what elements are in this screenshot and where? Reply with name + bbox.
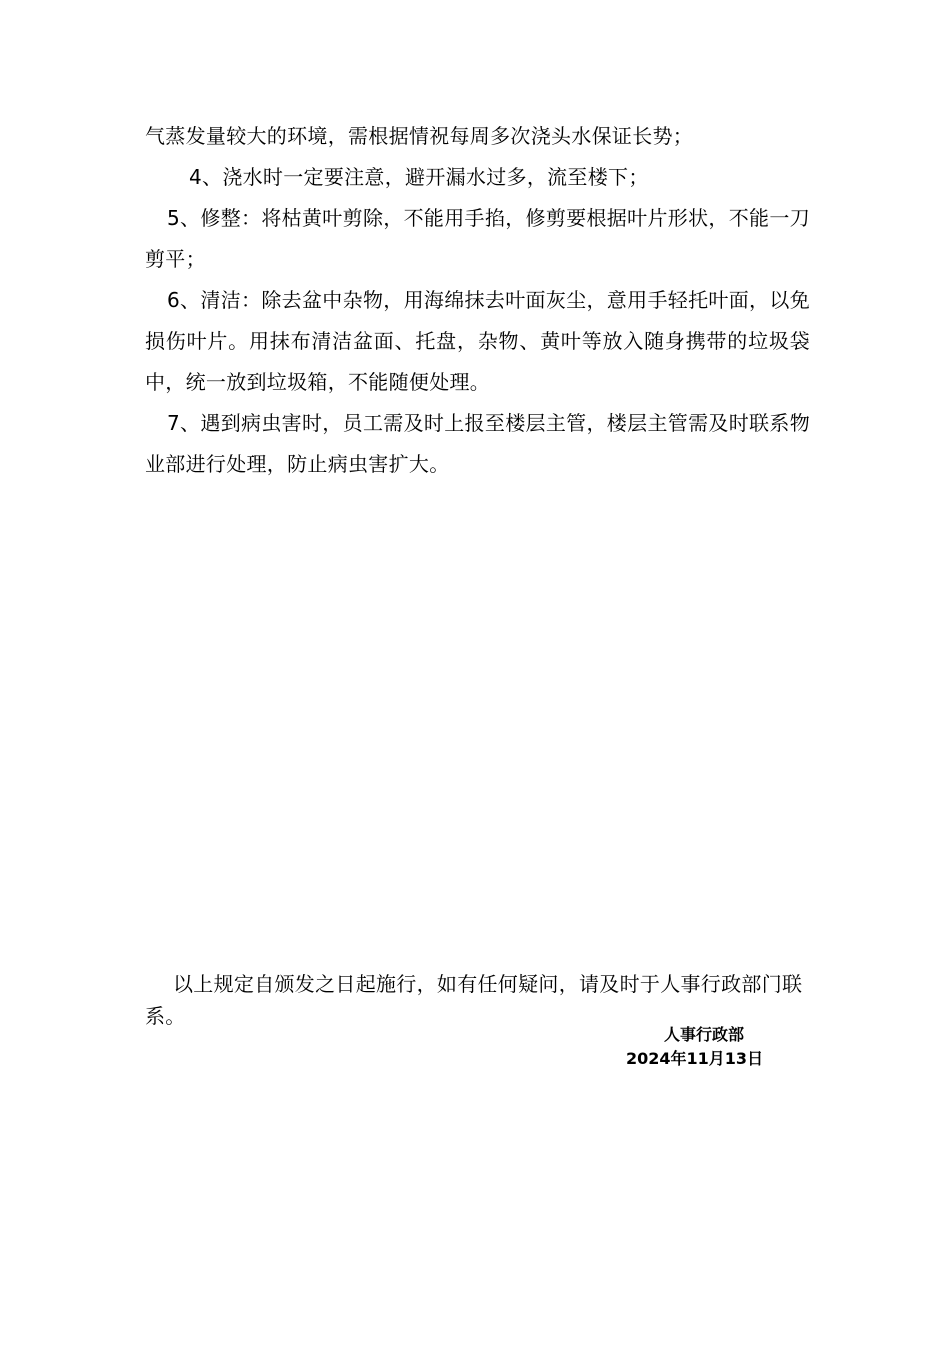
paragraph-item-4: 4、浇水时一定要注意，避开漏水过多，流至楼下； xyxy=(189,165,649,189)
paragraph-item-6: 6、清洁：除去盆中杂物，用海绵抹去叶面灰尘，意用手轻托叶面，以免损伤叶片。用抹布清洁盆面、托盘，杂物、黄叶等放入随身携带的垃圾袋中，统一放到垃圾箱，不能随便处理。 xyxy=(145,288,810,394)
signature-date: 2024年11月13日 xyxy=(626,1049,764,1068)
paragraph-item-5: 5、修整：将枯黄叶剪除，不能用手掐，修剪要根据叶片形状，不能一刀剪平； xyxy=(145,206,810,271)
closing-statement: 以上规定自颁发之日起施行，如有任何疑问，请及时于人事行政部门联系。 xyxy=(145,972,803,1028)
signature-department: 人事行政部 xyxy=(664,1025,745,1044)
paragraph-item-7: 7、遇到病虫害时，员工需及时上报至楼层主管，楼层主管需及时联系物业部进行处理，防止病虫害扩大。 xyxy=(145,411,810,476)
document-body xyxy=(145,116,810,485)
paragraph-watering-continued: 气蒸发量较大的环境，需根据情祝每周多次浇头水保证长势； xyxy=(145,124,694,148)
